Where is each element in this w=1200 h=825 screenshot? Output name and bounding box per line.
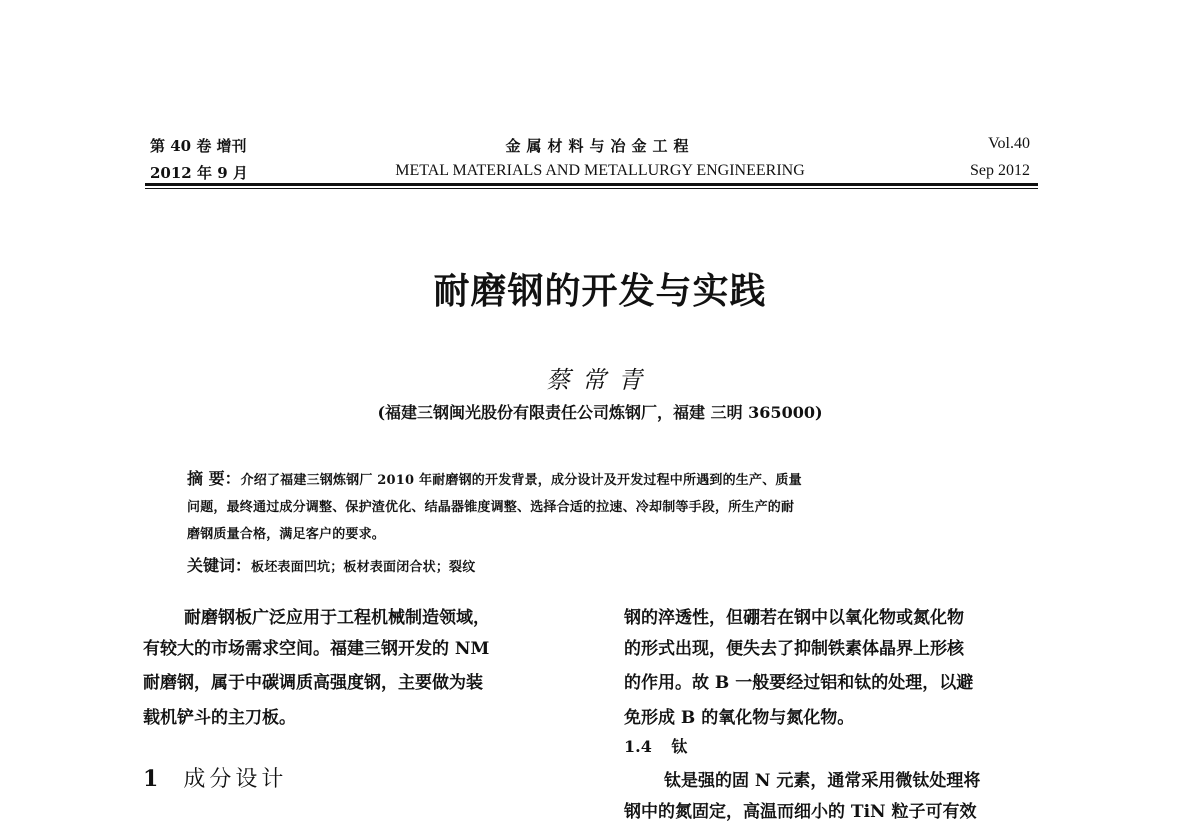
section-heading — [143, 762, 287, 793]
journal-title-cn: 金属材料与冶金工程 — [505, 137, 695, 155]
keywords-line — [187, 553, 475, 576]
subsection-heading — [624, 734, 687, 757]
section-number: 1 — [143, 766, 159, 792]
keywords-text: 板坯表面凹坑；板材表面闭合状；裂纹 — [251, 560, 476, 575]
right-body-line: 的形式出现，便失去了抑制铁素体晶界上形核 — [624, 639, 964, 659]
affiliation: (福建三钢闽光股份有限责任公司炼钢厂，福建 三明 365000) — [377, 403, 823, 422]
right-body-line: 的作用。故 B 一般要经过铝和钛的处理，以避 — [624, 673, 974, 693]
keywords-label: 关键词： — [187, 556, 252, 575]
left-body-line: 耐磨钢，属于中碳调质高强度钢，主要做为装 — [143, 673, 483, 693]
section-title: 成分设计 — [183, 767, 288, 792]
header-date: 2012 年 9 月 — [150, 164, 248, 182]
paper-title: 耐磨钢的开发与实践 — [433, 271, 767, 312]
header-rule-thin — [145, 188, 1038, 189]
author-name: 蔡常青 — [546, 366, 654, 394]
right-body-line: 免形成 B 的氧化物与氮化物。 — [624, 708, 855, 728]
header-month: Sep 2012 — [970, 162, 1030, 179]
header-vol: Vol.40 — [988, 135, 1030, 152]
left-body-line: 耐磨钢板广泛应用于工程机械制造领域， — [184, 608, 490, 628]
right-body-line: 钛是强的固 N 元素，通常采用微钛处理将 — [664, 771, 981, 791]
subsection-number: 1.4 — [624, 737, 652, 756]
left-body-line: 载机铲斗的主刀板。 — [143, 708, 296, 728]
right-body-line: 钢的淬透性，但硼若在钢中以氧化物或氮化物 — [624, 608, 964, 628]
abstract-line: 磨钢质量合格，满足客户的要求。 — [187, 527, 386, 542]
right-body-line: 钢中的氮固定，高温而细小的 TiN 粒子可有效 — [624, 802, 977, 822]
abstract-line: 介绍了福建三钢炼钢厂 2010 年耐磨钢的开发背景，成分设计及开发过程中所遇到的生产、质量 — [240, 473, 802, 488]
left-body-line: 有较大的市场需求空间。福建三钢开发的 NM — [143, 639, 490, 659]
abstract-line: 问题，最终通过成分调整、保护渣优化、结晶器锥度调整、选择合适的拉速、冷却制等手段，所生产的耐 — [187, 500, 795, 515]
abstract-label: 摘 要： — [187, 469, 241, 488]
journal-title-en: METAL MATERIALS AND METALLURGY ENGINEERING — [395, 162, 805, 179]
header-rule-thick — [145, 183, 1038, 186]
abstract-first-line — [187, 466, 802, 489]
header-volume: 第 40 卷 增刊 — [150, 137, 247, 155]
subsection-title: 钛 — [671, 737, 688, 756]
